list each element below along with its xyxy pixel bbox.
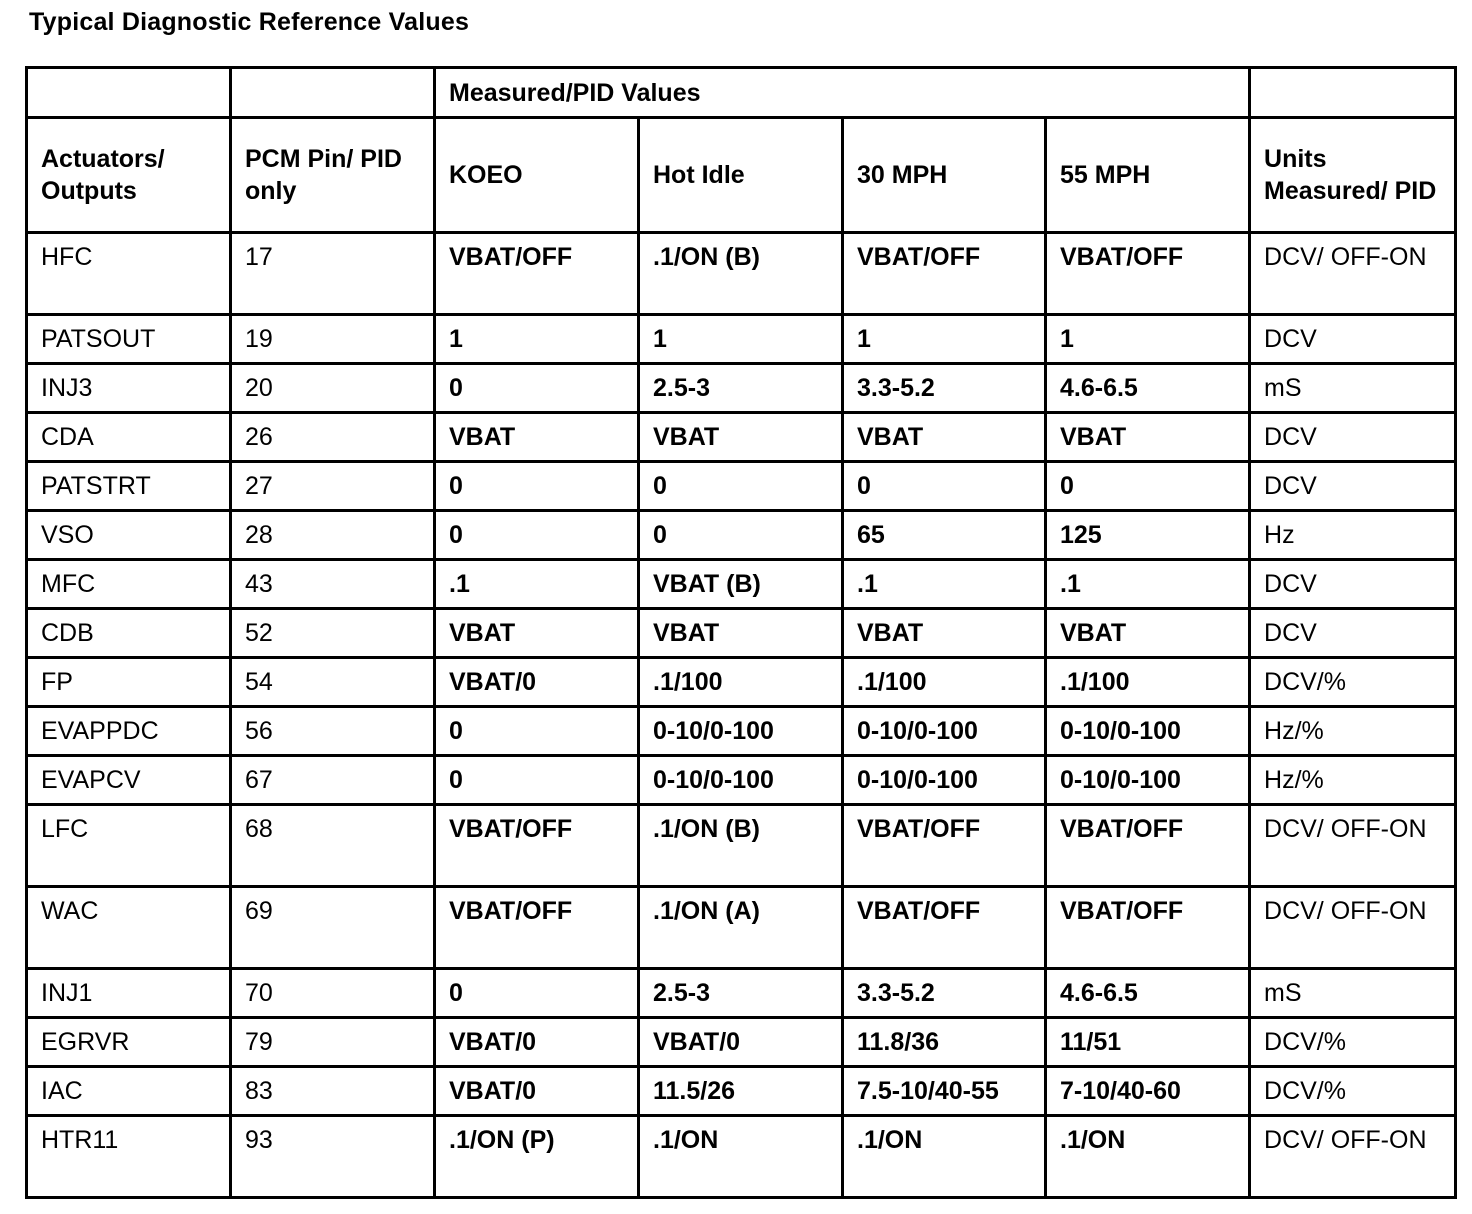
- hot-idle-cell: VBAT (B): [639, 560, 843, 609]
- mph-55-cell: 4.6-6.5: [1046, 364, 1250, 413]
- mph-30-cell: 0-10/0-100: [843, 756, 1046, 805]
- pcm-pin-cell: 93: [231, 1116, 435, 1198]
- hot-idle-cell: 1: [639, 315, 843, 364]
- table-row: [27, 560, 1456, 609]
- mph-55-cell: 4.6-6.5: [1046, 969, 1250, 1018]
- table-row: [27, 233, 1456, 315]
- units-cell: DCV: [1250, 609, 1456, 658]
- koeo-cell: 0: [435, 707, 639, 756]
- document-title: Typical Diagnostic Reference Values: [29, 8, 470, 36]
- mph-30-cell: VBAT/OFF: [843, 887, 1046, 969]
- mph-30-cell: .1/ON: [843, 1116, 1046, 1198]
- pcm-pin-cell: 19: [231, 315, 435, 364]
- table-row: [27, 1018, 1456, 1067]
- mph-55-cell: .1/ON: [1046, 1116, 1250, 1198]
- actuator-cell: PATSTRT: [27, 462, 231, 511]
- mph-30-cell: 0-10/0-100: [843, 707, 1046, 756]
- table-row: [27, 511, 1456, 560]
- units-cell: Hz/%: [1250, 707, 1456, 756]
- empty-header-cell: [1250, 68, 1456, 118]
- units-cell: DCV/ OFF-ON: [1250, 805, 1456, 887]
- table-row: [27, 805, 1456, 887]
- pcm-pin-cell: 70: [231, 969, 435, 1018]
- table-row: [27, 315, 1456, 364]
- mph-30-cell: 0: [843, 462, 1046, 511]
- hot-idle-cell: .1/ON (A): [639, 887, 843, 969]
- hot-idle-cell: VBAT/0: [639, 1018, 843, 1067]
- column-header-units: Units Measured/ PID: [1250, 118, 1456, 233]
- table-row: [27, 707, 1456, 756]
- hot-idle-cell: 0: [639, 462, 843, 511]
- koeo-cell: VBAT/OFF: [435, 887, 639, 969]
- table-row: [27, 658, 1456, 707]
- koeo-cell: VBAT: [435, 609, 639, 658]
- pcm-pin-cell: 56: [231, 707, 435, 756]
- koeo-cell: 1: [435, 315, 639, 364]
- mph-55-cell: VBAT/OFF: [1046, 887, 1250, 969]
- mph-55-cell: VBAT: [1046, 413, 1250, 462]
- actuator-cell: INJ1: [27, 969, 231, 1018]
- units-cell: DCV: [1250, 413, 1456, 462]
- hot-idle-cell: 2.5-3: [639, 969, 843, 1018]
- table-row: [27, 1067, 1456, 1116]
- column-header-pcm-pin: PCM Pin/ PID only: [231, 118, 435, 233]
- mph-55-cell: 1: [1046, 315, 1250, 364]
- column-header-koeo: KOEO: [435, 118, 639, 233]
- table-row: [27, 462, 1456, 511]
- actuator-cell: WAC: [27, 887, 231, 969]
- actuator-cell: HFC: [27, 233, 231, 315]
- mph-30-cell: .1: [843, 560, 1046, 609]
- actuator-cell: LFC: [27, 805, 231, 887]
- koeo-cell: VBAT/OFF: [435, 233, 639, 315]
- actuator-cell: VSO: [27, 511, 231, 560]
- units-cell: DCV: [1250, 462, 1456, 511]
- pcm-pin-cell: 79: [231, 1018, 435, 1067]
- koeo-cell: VBAT/0: [435, 1018, 639, 1067]
- koeo-cell: VBAT/0: [435, 1067, 639, 1116]
- mph-55-cell: 0: [1046, 462, 1250, 511]
- mph-55-cell: 0-10/0-100: [1046, 756, 1250, 805]
- actuator-cell: EVAPPDC: [27, 707, 231, 756]
- mph-30-cell: 11.8/36: [843, 1018, 1046, 1067]
- mph-30-cell: VBAT/OFF: [843, 233, 1046, 315]
- koeo-cell: VBAT/OFF: [435, 805, 639, 887]
- mph-55-cell: .1/100: [1046, 658, 1250, 707]
- pcm-pin-cell: 67: [231, 756, 435, 805]
- measured-pid-values-header: Measured/PID Values: [435, 68, 1250, 118]
- units-cell: DCV/ OFF-ON: [1250, 887, 1456, 969]
- mph-55-cell: 11/51: [1046, 1018, 1250, 1067]
- koeo-cell: 0: [435, 462, 639, 511]
- table-row: [27, 969, 1456, 1018]
- hot-idle-cell: 2.5-3: [639, 364, 843, 413]
- units-cell: DCV/%: [1250, 658, 1456, 707]
- koeo-cell: .1/ON (P): [435, 1116, 639, 1198]
- units-cell: mS: [1250, 364, 1456, 413]
- koeo-cell: VBAT/0: [435, 658, 639, 707]
- mph-55-cell: .1: [1046, 560, 1250, 609]
- koeo-cell: .1: [435, 560, 639, 609]
- pcm-pin-cell: 43: [231, 560, 435, 609]
- column-header-hot-idle: Hot Idle: [639, 118, 843, 233]
- pcm-pin-cell: 54: [231, 658, 435, 707]
- pcm-pin-cell: 83: [231, 1067, 435, 1116]
- table-row: [27, 413, 1456, 462]
- hot-idle-cell: .1/ON (B): [639, 233, 843, 315]
- mph-30-cell: 65: [843, 511, 1046, 560]
- column-header-row: [27, 118, 1456, 233]
- koeo-cell: 0: [435, 756, 639, 805]
- actuator-cell: HTR11: [27, 1116, 231, 1198]
- units-cell: mS: [1250, 969, 1456, 1018]
- group-header-row: [27, 68, 1456, 118]
- hot-idle-cell: .1/100: [639, 658, 843, 707]
- koeo-cell: VBAT: [435, 413, 639, 462]
- koeo-cell: 0: [435, 969, 639, 1018]
- table-row: [27, 1116, 1456, 1198]
- pcm-pin-cell: 52: [231, 609, 435, 658]
- mph-30-cell: 3.3-5.2: [843, 364, 1046, 413]
- actuator-cell: CDB: [27, 609, 231, 658]
- units-cell: DCV: [1250, 315, 1456, 364]
- mph-55-cell: 125: [1046, 511, 1250, 560]
- table-row: [27, 887, 1456, 969]
- mph-30-cell: 3.3-5.2: [843, 969, 1046, 1018]
- units-cell: DCV: [1250, 560, 1456, 609]
- column-header-actuators: Actuators/ Outputs: [27, 118, 231, 233]
- empty-header-cell: [231, 68, 435, 118]
- table-row: [27, 364, 1456, 413]
- mph-30-cell: 7.5-10/40-55: [843, 1067, 1046, 1116]
- table-row: [27, 756, 1456, 805]
- mph-55-cell: VBAT/OFF: [1046, 805, 1250, 887]
- pcm-pin-cell: 27: [231, 462, 435, 511]
- actuator-cell: EGRVR: [27, 1018, 231, 1067]
- mph-55-cell: 7-10/40-60: [1046, 1067, 1250, 1116]
- mph-30-cell: VBAT/OFF: [843, 805, 1046, 887]
- mph-30-cell: 1: [843, 315, 1046, 364]
- hot-idle-cell: 0-10/0-100: [639, 707, 843, 756]
- empty-header-cell: [27, 68, 231, 118]
- mph-55-cell: VBAT/OFF: [1046, 233, 1250, 315]
- units-cell: Hz: [1250, 511, 1456, 560]
- reference-values-table: [25, 66, 1457, 1199]
- mph-30-cell: VBAT: [843, 609, 1046, 658]
- mph-30-cell: .1/100: [843, 658, 1046, 707]
- units-cell: DCV/%: [1250, 1067, 1456, 1116]
- hot-idle-cell: 11.5/26: [639, 1067, 843, 1116]
- pcm-pin-cell: 68: [231, 805, 435, 887]
- actuator-cell: CDA: [27, 413, 231, 462]
- units-cell: DCV/ OFF-ON: [1250, 233, 1456, 315]
- units-cell: DCV/ OFF-ON: [1250, 1116, 1456, 1198]
- actuator-cell: EVAPCV: [27, 756, 231, 805]
- hot-idle-cell: VBAT: [639, 609, 843, 658]
- hot-idle-cell: 0-10/0-100: [639, 756, 843, 805]
- hot-idle-cell: .1/ON: [639, 1116, 843, 1198]
- actuator-cell: INJ3: [27, 364, 231, 413]
- pcm-pin-cell: 17: [231, 233, 435, 315]
- pcm-pin-cell: 69: [231, 887, 435, 969]
- column-header-55-mph: 55 MPH: [1046, 118, 1250, 233]
- mph-55-cell: 0-10/0-100: [1046, 707, 1250, 756]
- mph-30-cell: VBAT: [843, 413, 1046, 462]
- hot-idle-cell: .1/ON (B): [639, 805, 843, 887]
- units-cell: Hz/%: [1250, 756, 1456, 805]
- actuator-cell: IAC: [27, 1067, 231, 1116]
- column-header-30-mph: 30 MPH: [843, 118, 1046, 233]
- actuator-cell: PATSOUT: [27, 315, 231, 364]
- pcm-pin-cell: 28: [231, 511, 435, 560]
- pcm-pin-cell: 26: [231, 413, 435, 462]
- table-row: [27, 609, 1456, 658]
- koeo-cell: 0: [435, 364, 639, 413]
- actuator-cell: FP: [27, 658, 231, 707]
- hot-idle-cell: 0: [639, 511, 843, 560]
- hot-idle-cell: VBAT: [639, 413, 843, 462]
- units-cell: DCV/%: [1250, 1018, 1456, 1067]
- koeo-cell: 0: [435, 511, 639, 560]
- pcm-pin-cell: 20: [231, 364, 435, 413]
- actuator-cell: MFC: [27, 560, 231, 609]
- mph-55-cell: VBAT: [1046, 609, 1250, 658]
